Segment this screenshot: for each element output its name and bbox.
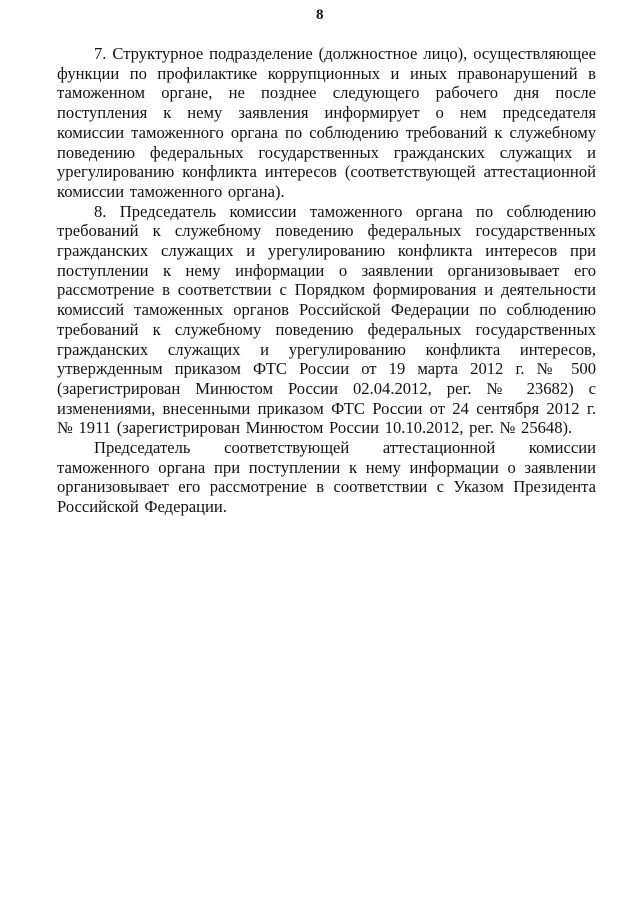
paragraph-chairman-commission: Председатель соответствующей аттестационной комиссии таможенного органа при поступлении к нему информации о заявлении организовывает его рассмотрение в соответствии с Указом Президента Российской Федерации. <box>57 438 596 517</box>
paragraph-item-8: 8. Председатель комиссии таможенного органа по соблюдению требований к служебному поведению федеральных государственных гражданских служащих и урегулированию конфликта интересов при поступлении к нему информации о заявлении организовывает его рассмотрение в соответствии с Порядком формирования и деятельности комиссий таможенных органов Российской Федерации по соблюдению требований к служебному поведению федеральных государственных гражданских служащих и урегулированию конфликта интересов, утвержденным приказом ФТС России от 19 марта 2012 г. № 500 (зарегистрирован Минюстом России 02.04.2012, рег. № 23682) с изменениями, внесенными приказом ФТС России от 24 сентября 2012 г. № 1911 (зарегистрирован Минюстом России 10.10.2012, рег. № 25648). <box>57 201 596 438</box>
paragraph-item-7: 7. Структурное подразделение (должностное лицо), осуществляющее функции по профилактике коррупционных и иных правонарушений в таможенном органе, не позднее следующего рабочего дня после поступления к нему заявления информирует о нем председателя комиссии таможенного органа по соблюдению требований к служебному поведению федеральных государственных гражданских служащих и урегулированию конфликта интересов (соответствующей аттестационной комиссии таможенного органа). <box>57 44 596 201</box>
page-number: 8 <box>316 7 324 23</box>
document-body <box>57 44 596 517</box>
